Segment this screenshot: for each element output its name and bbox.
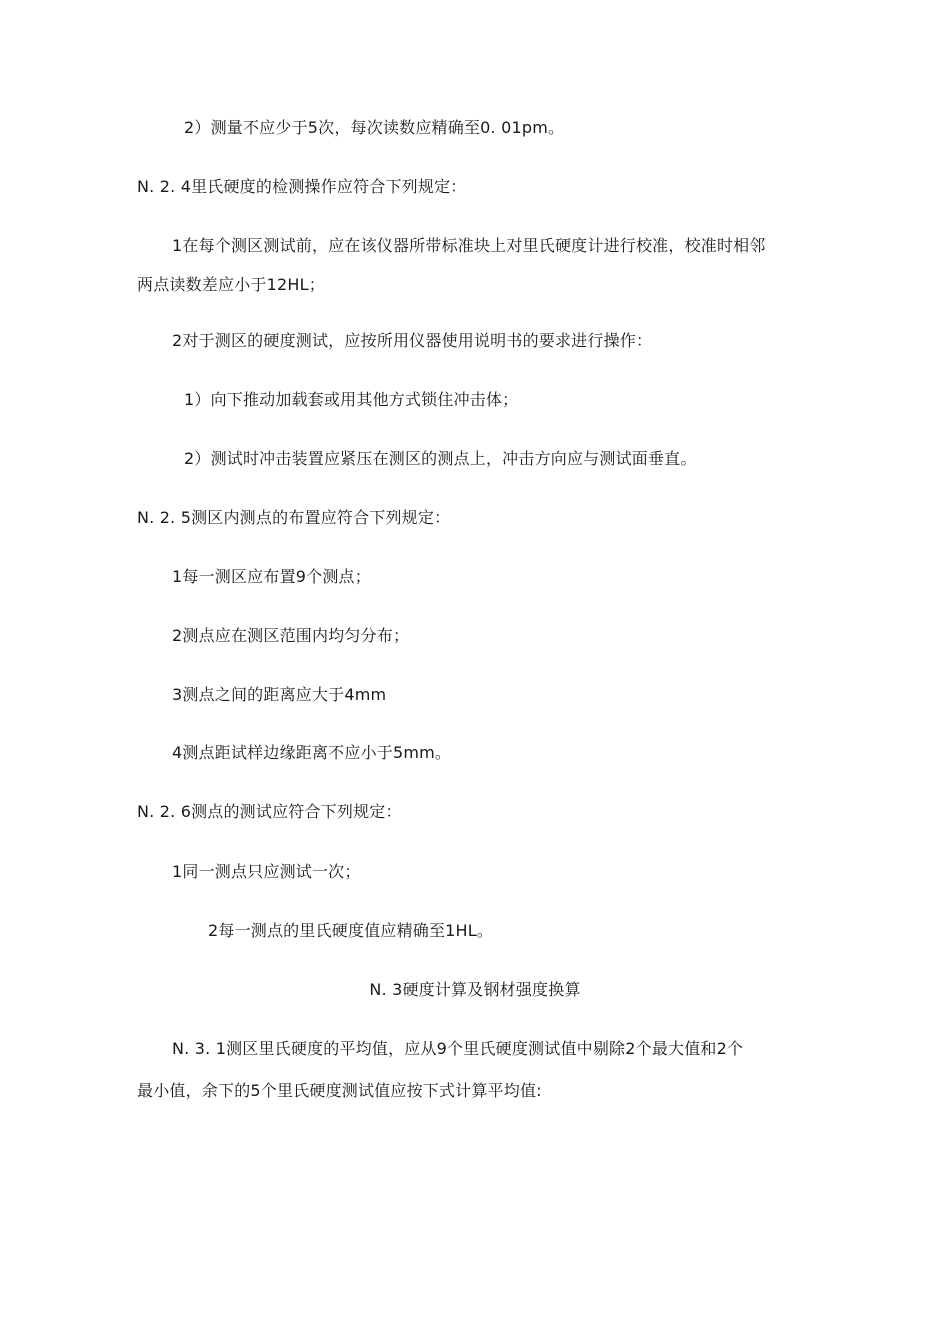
text-line: 4测点距试样边缘距离不应小于5mm。 <box>172 743 452 762</box>
text-line: 1每一测区应布置9个测点； <box>172 567 371 586</box>
clause-heading: N. 2. 5测区内测点的布置应符合下列规定： <box>137 508 451 527</box>
text-line: 2测点应在测区范围内均匀分布； <box>172 626 410 645</box>
text-line: 3测点之间的距离应大于4mm <box>172 685 387 704</box>
text-line: 2每一测点的里氏硬度值应精确至1HL。 <box>208 921 494 940</box>
text-line: 最小值，余下的5个里氏硬度测试值应按下式计算平均值: <box>137 1081 542 1100</box>
section-title: N. 3硬度计算及钢材强度换算 <box>369 980 581 999</box>
clause-heading: N. 3. 1测区里氏硬度的平均值，应从9个里氏硬度测试值中剔除2个最大值和2个 <box>172 1039 744 1058</box>
text-line: 2）测量不应少于5次，每次读数应精确至0. 01pm。 <box>184 118 565 137</box>
text-line: 1在每个测区测试前，应在该仪器所带标准块上对里氏硬度计进行校准，校准时相邻 <box>172 236 766 255</box>
text-line: 2对于测区的硬度测试，应按所用仪器使用说明书的要求进行操作： <box>172 331 653 350</box>
text-line: 两点读数差应小于12HL； <box>137 275 325 294</box>
clause-heading: N. 2. 4里氏硬度的检测操作应符合下列规定： <box>137 177 467 196</box>
text-line: 2）测试时冲击装置应紧压在测区的测点上，冲击方向应与测试面垂直。 <box>184 449 697 468</box>
text-line: 1同一测点只应测试一次； <box>172 862 361 881</box>
clause-heading: N. 2. 6测点的测试应符合下列规定： <box>137 802 402 821</box>
text-line: 1）向下推动加载套或用其他方式锁住冲击体； <box>184 390 519 409</box>
